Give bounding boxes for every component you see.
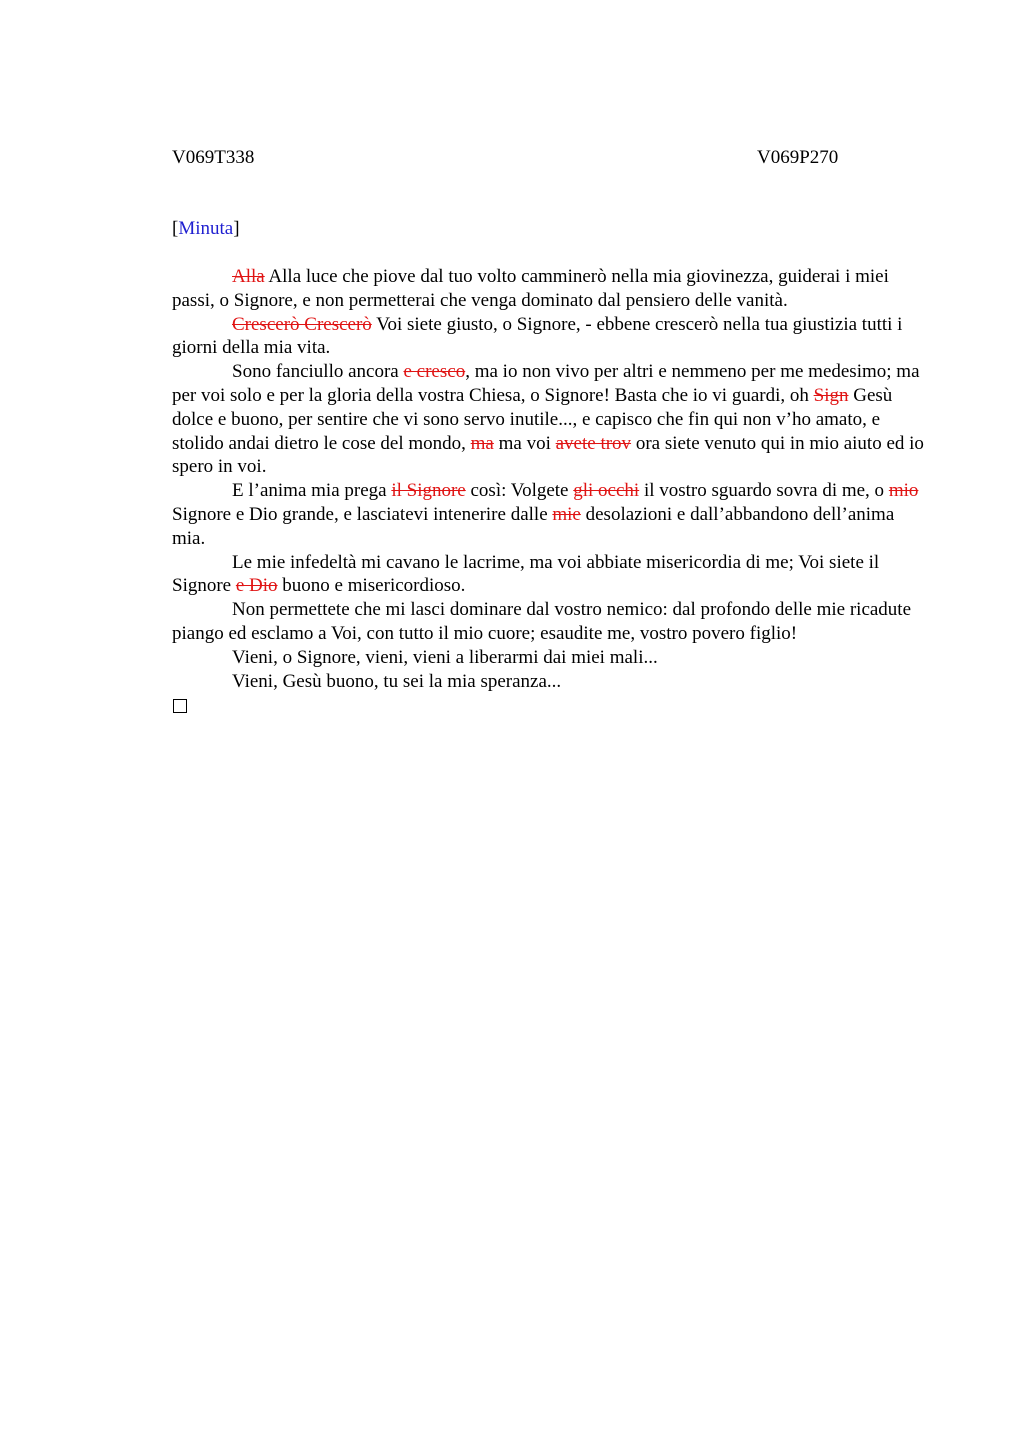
paragraph <box>172 598 932 646</box>
text-segment: ora siete venuto qui in mio aiuto ed io spero in voi. <box>172 432 924 478</box>
paragraph <box>172 360 932 479</box>
text-segment: Alla luce che piove dal tuo volto camminerò nella mia giovinezza, guiderai i miei passi, o Signore, e non permetterai che venga dominato dal pensiero delle vanità. <box>172 266 889 311</box>
deleted-text: il Signore <box>391 480 466 502</box>
text-segment: Vieni, Gesù buono, tu sei la mia speranza... <box>232 670 562 692</box>
deleted-text: ma <box>470 432 494 454</box>
paragraph-list <box>172 265 932 693</box>
deleted-text: gli occhi <box>573 480 640 502</box>
document-code-left: V069T338 <box>172 147 255 168</box>
text-segment: ma voi <box>493 432 556 454</box>
text-segment: desolazioni e dall’abbandono dell’anima mia. <box>172 503 895 549</box>
deleted-text: e Dio <box>235 575 278 597</box>
deleted-text: Sign <box>813 384 849 406</box>
text-segment: così: Volgete <box>465 480 574 502</box>
deleted-text: Crescerò Crescerò <box>232 313 372 335</box>
paragraph <box>172 313 932 361</box>
document-code-right: V069P270 <box>757 147 839 168</box>
paragraph <box>172 551 932 599</box>
text-segment: Gesù dolce e buono, per sentire che vi sono servo inutile..., e capisco che fin qui non v’ho amato, e stolido andai dietro le cose del mondo, <box>172 384 893 454</box>
paragraph <box>172 670 932 694</box>
text-segment: Le mie infedeltà mi cavano le lacrime, ma voi abbiate misericordia di me; Voi siete il Signore <box>172 551 880 597</box>
text-segment: Non permettete che mi lasci dominare dal vostro nemico: dal profondo delle mie ricadute piango ed esclamo a Voi, con tutto il mio cuore; esaudite me, vostro povero figlio! <box>172 599 912 644</box>
deleted-text: mio <box>888 480 919 502</box>
text-segment: il vostro sguardo sovra di me, o <box>639 480 889 502</box>
paragraph <box>172 646 932 670</box>
document-body <box>172 265 932 713</box>
text-segment: E l’anima mia prega <box>232 480 392 502</box>
deleted-text: e cresco <box>403 361 466 383</box>
empty-square-icon <box>173 699 187 713</box>
text-segment: , ma io non vivo per altri e nemmeno per me medesimo; ma per voi solo e per la gloria della vostra Chiesa, o Signore! Basta che io vi guardi, oh <box>172 361 920 406</box>
text-segment: buono e misericordioso. <box>277 575 466 597</box>
close-bracket: ] <box>233 218 240 239</box>
deleted-text: avete trov <box>555 432 632 454</box>
section-label <box>172 217 240 241</box>
paragraph <box>172 265 932 313</box>
deleted-text: Alla <box>232 266 265 287</box>
text-segment: Sono fanciullo ancora <box>232 361 404 383</box>
section-label-text: Minuta <box>178 218 234 239</box>
open-bracket: [ <box>172 218 179 239</box>
deleted-text: mie <box>552 503 581 525</box>
text-segment: Vieni, o Signore, vieni, vieni a liberarmi dai miei mali... <box>232 646 658 668</box>
text-segment: Voi siete giusto, o Signore, - ebbene crescerò nella tua giustizia tutti i giorni della mia vita. <box>172 313 903 359</box>
text-segment: Signore e Dio grande, e lasciatevi intenerire dalle <box>172 503 553 525</box>
paragraph <box>172 479 932 550</box>
